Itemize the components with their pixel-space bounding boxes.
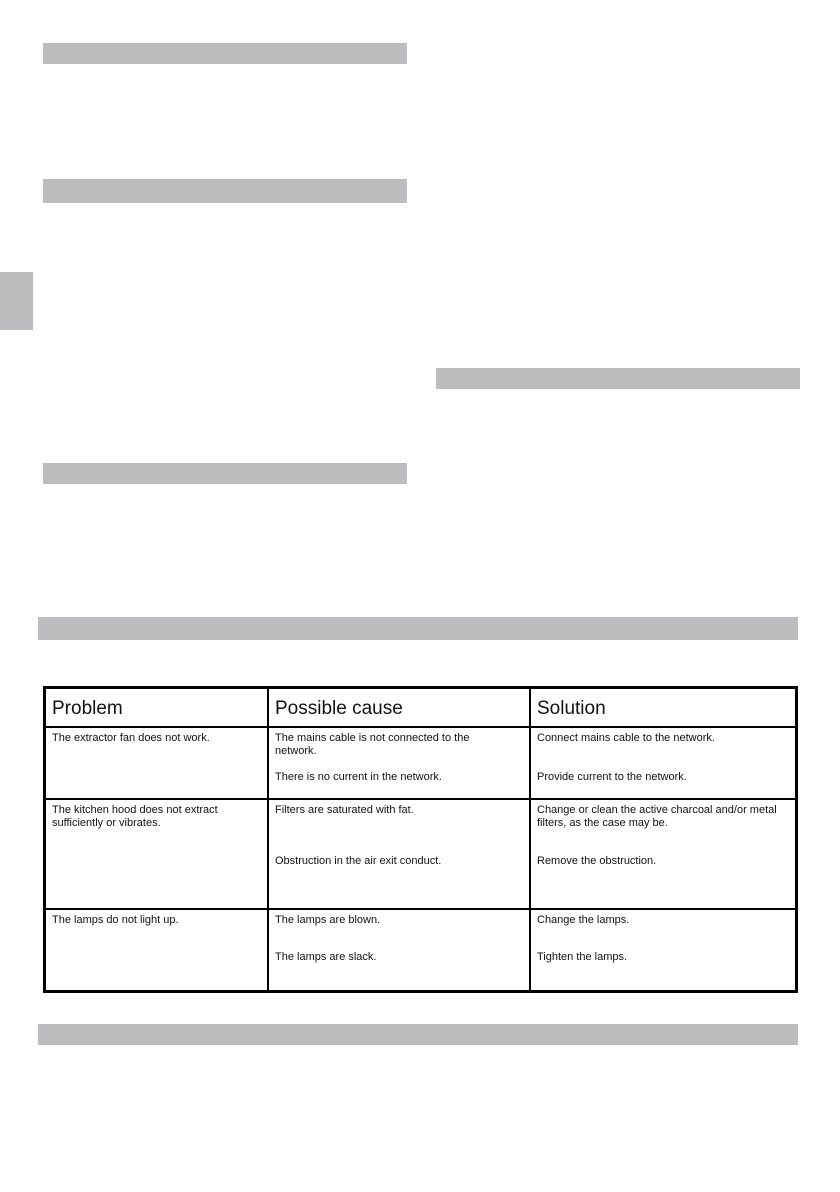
problem-cell: [46, 728, 267, 798]
solution-text: Change or clean the active charcoal and/or metal filters, as the case may be.: [537, 804, 777, 829]
solution-text: Provide current to the network.: [537, 771, 687, 783]
problem-text: The extractor fan does not work.: [52, 732, 210, 744]
header-problem: Problem: [52, 698, 123, 719]
section-bar-3: [436, 368, 800, 389]
page-side-tab: [0, 272, 33, 330]
problem-cell: [46, 910, 267, 990]
table-header-row: [46, 689, 795, 728]
cause-text: The mains cable is not connected to the network.: [275, 732, 470, 757]
solution-text: Change the lamps.: [537, 914, 630, 926]
solution-text: Remove the obstruction.: [537, 855, 657, 867]
solution-cell: [529, 910, 795, 990]
cause-text: Obstruction in the air exit conduct.: [275, 855, 442, 867]
section-bar-2: [43, 179, 407, 203]
section-bar-wide-1: [38, 617, 798, 640]
cause-text: There is no current in the network.: [275, 771, 442, 783]
problem-text: The lamps do not light up.: [52, 914, 179, 926]
solution-cell: [529, 800, 795, 908]
header-solution: Solution: [529, 689, 795, 726]
section-bar-wide-2: [38, 1024, 798, 1045]
section-bar-4: [43, 463, 407, 484]
table-row: [46, 728, 795, 800]
troubleshooting-table: [43, 686, 798, 993]
header-possible-cause: Possible cause: [267, 689, 529, 726]
cause-text: The lamps are blown.: [275, 914, 381, 926]
problem-cell: [46, 800, 267, 908]
table-row: [46, 800, 795, 910]
problem-text: The kitchen hood does not extract sufficiently or vibrates.: [52, 804, 218, 829]
cause-cell: [267, 728, 529, 798]
solution-text: Connect mains cable to the network.: [537, 732, 715, 744]
solution-text: Tighten the lamps.: [537, 951, 628, 963]
solution-cell: [529, 728, 795, 798]
table-row: [46, 910, 795, 990]
section-bar-1: [43, 43, 407, 64]
cause-cell: [267, 910, 529, 990]
cause-text: The lamps are slack.: [275, 951, 377, 963]
cause-cell: [267, 800, 529, 908]
cause-text: Filters are saturated with fat.: [275, 804, 414, 816]
